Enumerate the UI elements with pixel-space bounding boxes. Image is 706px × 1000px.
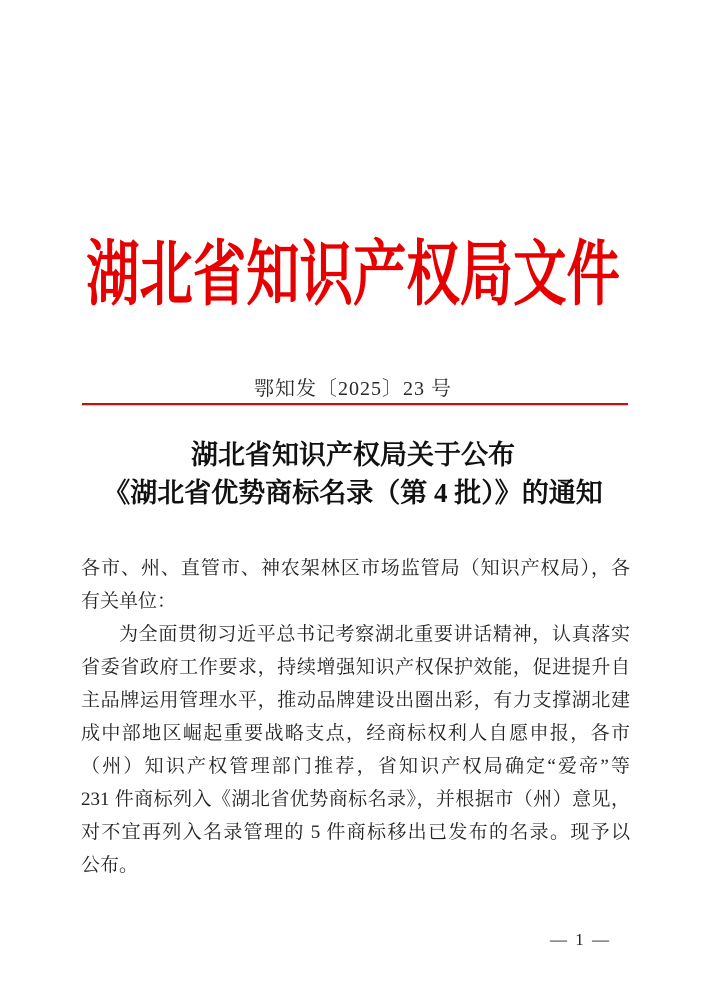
body-line: 省委省政府工作要求，持续增强知识产权保护效能，促进提升自 [81, 657, 630, 678]
body-line: 成中部地区崛起重要战略支点，经商标权利人自愿申报，各市 [81, 723, 630, 744]
letterhead [0, 226, 706, 315]
notice-title-line2: 《湖北省优势商标名录（第 4 批）》的通知 [103, 478, 603, 508]
body-line-salutation-1: 各市、州、直管市、神农架林区市场监管局（知识产权局），各 [81, 558, 630, 579]
document-number: 鄂知发〔2025〕23 号 [254, 378, 452, 400]
notice-title-line1: 湖北省知识产权局关于公布 [191, 440, 515, 470]
red-divider-line [82, 403, 628, 406]
letterhead-title: 湖北省知识产权局文件 [86, 235, 620, 315]
body-line: 主品牌运用管理水平，推动品牌建设出圈出彩，有力支撑湖北建 [81, 690, 630, 711]
body-line: （州）知识产权管理部门推荐，省知识产权局确定“爱帝”等 [81, 756, 630, 777]
notice-body [81, 552, 630, 882]
body-line: 231 件商标列入《湖北省优势商标名录》，并根据市（州）意见， [81, 789, 630, 810]
body-line: 为全面贯彻习近平总书记考察湖北重要讲话精神，认真落实 [119, 624, 630, 645]
notice-title [0, 436, 706, 512]
body-line-salutation-2: 有关单位： [81, 591, 177, 612]
body-line-last: 公布。 [81, 855, 139, 876]
body-line: 对不宜再列入名录管理的 5 件商标移出已发布的名录。现予以 [81, 822, 630, 843]
page-number: — 1 — [550, 930, 611, 949]
